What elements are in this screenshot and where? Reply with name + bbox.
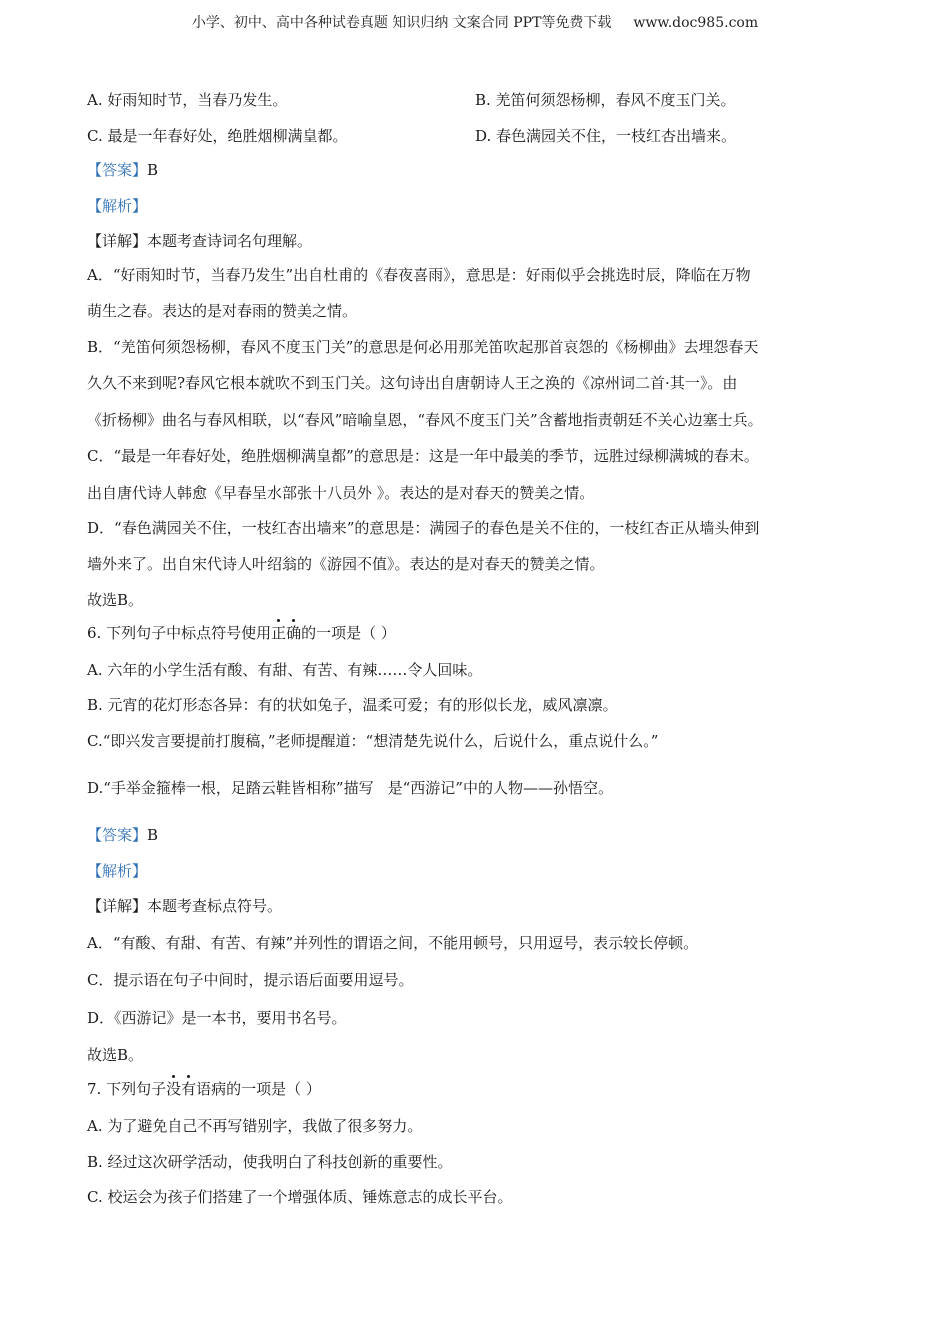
q5-line-8: D．“春色满园关不住，一枝红杏出墙来”的意思是：满园子的春色是关不住的，一枝红杏正从墙头伸到: [87, 519, 760, 537]
q5-conclusion: 故选B。: [87, 591, 144, 609]
q6-stem: [87, 623, 396, 643]
q6-option-c: C.“即兴发言要提前打腹稿，”老师提醒道：“想清楚先说什么，后说什么，重点说什么。”: [87, 732, 659, 750]
q7-stem-pre: 7. 下列句子: [87, 1080, 167, 1098]
q6-conclusion: 故选B。: [87, 1046, 144, 1064]
q5-detail: 【详解】本题考查诗词名句理解。: [87, 232, 313, 250]
answer-value: B: [147, 161, 159, 179]
q5-line-7: 出自唐代诗人韩愈《早春呈水部张十八员外 》。表达的是对春天的赞美之情。: [87, 484, 595, 502]
q6-option-b: B. 元宵的花灯形态各异：有的状如兔子，温柔可爱；有的形似长龙，威风凛凛。: [87, 696, 618, 714]
q5-line-9: 墙外来了。出自宋代诗人叶绍翁的《游园不值》。表达的是对春天的赞美之情。: [87, 555, 605, 573]
page-header: [0, 12, 950, 32]
q5-line-6: C．“最是一年春好处，绝胜烟柳满皇都”的意思是：这是一年中最美的季节，远胜过绿柳满城的春末。: [87, 447, 759, 465]
q5-analysis-tag: 【解析】: [87, 197, 148, 215]
q6-emph-1: 正: [271, 624, 287, 642]
q5-option-d: D. 春色满园关不住，一枝红杏出墙来。: [475, 127, 737, 145]
q6-option-a: A. 六年的小学生活有酸、有甜、有苦、有辣……令人回味。: [87, 661, 483, 679]
q5-line-1: A．“好雨知时节，当春乃发生”出自杜甫的《春夜喜雨》，意思是：好雨似乎会挑选时辰，降临在万物: [87, 266, 751, 284]
q6-option-d-pre: D.“手举金箍棒一根，足踏云鞋皆相称”描写: [87, 779, 374, 797]
answer-tag: 【答案】: [87, 826, 148, 844]
q6-line-3: D．《西游记》是一本书，要用书名号。: [87, 1009, 347, 1027]
q5-option-a: A. 好雨知时节，当春乃发生。: [87, 91, 288, 109]
q5-line-5: 《折杨柳》曲名与春风相联，以“春风”暗喻皇恩，“春风不度玉门关”含蓄地指责朝廷不关心边塞士兵。: [87, 411, 763, 429]
q5-answer: [87, 160, 158, 180]
q6-line-2: C．提示语在句子中间时，提示语后面要用逗号。: [87, 971, 414, 989]
q5-option-b: B. 羌笛何须怨杨柳，春风不度玉门关。: [475, 91, 736, 109]
q7-emph-2: 有: [181, 1080, 197, 1098]
header-site: www.doc985.com: [633, 15, 759, 31]
q7-emph-1: 没: [166, 1080, 182, 1098]
q6-line-1: A．“有酸、有甜、有苦、有辣”并列性的谓语之间，不能用顿号，只用逗号，表示较长停顿。: [87, 934, 699, 952]
q6-option-d: [87, 778, 613, 798]
q7-option-a: A. 为了避免自己不再写错别字，我做了很多努力。: [87, 1117, 423, 1135]
q6-option-d-post: 是“西游记”中的人物——孙悟空。: [387, 779, 613, 797]
answer-value: B: [147, 826, 159, 844]
answer-tag: 【答案】: [87, 161, 148, 179]
q7-option-b: B. 经过这次研学活动，使我明白了科技创新的重要性。: [87, 1153, 453, 1171]
q5-line-3: B．“羌笛何须怨杨柳，春风不度玉门关”的意思是何必用那羌笛吹起那首哀怨的《杨柳曲》去埋怨春天: [87, 338, 759, 356]
q6-answer: [87, 825, 158, 845]
q5-option-c: C. 最是一年春好处，绝胜烟柳满皇都。: [87, 127, 348, 145]
q5-line-4: 久久不来到呢?春风它根本就吹不到玉门关。这句诗出自唐朝诗人王之涣的《凉州词二首·其一》。由: [87, 374, 738, 392]
q6-stem-post: 的一项是（ ）: [301, 624, 396, 642]
q5-line-2: 萌生之春。表达的是对春雨的赞美之情。: [87, 302, 358, 320]
q6-detail: 【详解】本题考查标点符号。: [87, 897, 283, 915]
q6-stem-pre: 6. 下列句子中标点符号使用: [87, 624, 272, 642]
header-text: 小学、初中、高中各种试卷真题 知识归纳 文案合同 PPT等免费下载: [191, 15, 612, 31]
q7-option-c: C. 校运会为孩子们搭建了一个增强体质、锤炼意志的成长平台。: [87, 1188, 513, 1206]
q7-stem: [87, 1079, 321, 1099]
q6-analysis-tag: 【解析】: [87, 862, 148, 880]
q7-stem-post: 语病的一项是（ ）: [196, 1080, 321, 1098]
q6-emph-2: 确: [286, 624, 302, 642]
